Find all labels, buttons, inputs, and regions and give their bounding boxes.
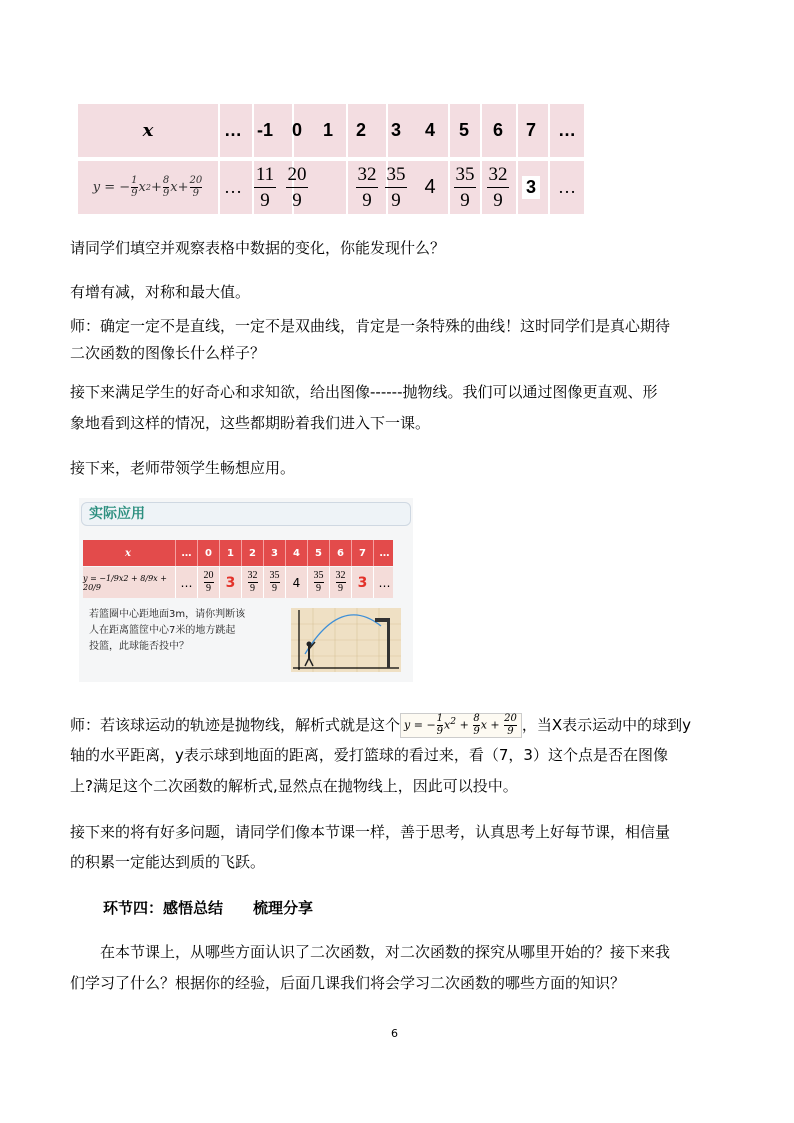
teacher-2-text-b: ，当X表示运动中的球到y: [521, 716, 692, 734]
application-question: [89, 607, 289, 655]
paragraph-question: 请同学们填空并观察表格中数据的变化，你能发现什么？: [70, 239, 446, 257]
x-value-cell: …: [558, 120, 576, 140]
y-value-cell: [310, 161, 346, 214]
formula-plus: +: [456, 718, 473, 732]
application-x-cell: …: [373, 540, 395, 566]
application-x-cell: 5: [307, 540, 329, 566]
y-value-cell: $\frac{11}{9}$: [255, 164, 275, 211]
application-y-cell: 20 9: [197, 567, 219, 598]
formula-den: 9: [473, 726, 480, 737]
y-value-cell: 4: [424, 176, 436, 198]
application-y-cell: 3: [219, 567, 241, 598]
y-value-cell: 3: [513, 161, 549, 214]
application-title: 实际应用: [89, 506, 145, 522]
x-value-cell: 2: [355, 120, 366, 140]
formula-frac: [473, 714, 479, 737]
x-value-cell: 0: [291, 120, 302, 140]
y-value-cell: $\frac{35}{9}$: [455, 164, 475, 211]
x-value-cell: 5: [458, 120, 469, 140]
paragraph-teacher-2b: 轴的水平距离，y表示球到地面的距离，爱打篮球的看过来，看（7，3）这个点是否在图像: [70, 746, 668, 764]
application-x-cell: 1: [219, 540, 241, 566]
application-x-header: x: [125, 547, 131, 559]
application-y-cell: …: [373, 567, 395, 598]
y-value-cell: $\frac{35}{9}$: [386, 164, 406, 211]
x-value-cell: 6: [492, 120, 503, 140]
formula-frac: 8 9: [162, 175, 170, 199]
application-y-cell: 32 9: [329, 567, 351, 598]
inline-formula: [400, 713, 522, 738]
paragraph-summary-a: 在本节课上，从哪些方面认识了二次函数，对二次函数的探究从哪里开始的？接下来我: [100, 943, 671, 961]
application-x-cell: 2: [241, 540, 263, 566]
y-value-cell: …: [558, 177, 576, 197]
formula-den: 9: [436, 726, 444, 737]
formula-num: 8: [473, 713, 480, 724]
paragraph-teacher-1b: 二次函数的图像长什么样子？: [70, 344, 266, 362]
paragraph-curiosity-b: 象地看到这样的情况，这些都期盼着我们进入下一课。: [70, 414, 431, 432]
paragraph-application-intro: 接下来，老师带领学生畅想应用。: [70, 459, 296, 477]
application-x-cell: 7: [351, 540, 373, 566]
application-y-cell: 3: [351, 567, 373, 598]
formula-frac: [437, 714, 443, 737]
paragraph-summary-b: 们学习了什么？根据你的经验，后面几课我们将会学习二次函数的哪些方面的知识？: [70, 974, 626, 992]
question-line: 人在距离篮筐中心7米的地方跳起: [89, 625, 236, 636]
application-x-cell: 0: [197, 540, 219, 566]
paragraph-teacher-1a: 师：确定一定不是直线，一定不是双曲线，肯定是一条特殊的曲线！这时同学们是真心期待: [70, 317, 671, 335]
paragraph-encourage-b: 的积累一定能达到质的飞跃。: [70, 853, 266, 871]
formula-num: 1: [436, 713, 444, 724]
x-value-cell: -1: [256, 120, 273, 140]
paragraph-teacher-2a: [70, 710, 730, 740]
application-figure: [79, 498, 413, 682]
page-number: 6: [391, 1027, 398, 1040]
paragraph-teacher-2c: 上?满足这个二次函数的解析式,显然点在抛物线上，因此可以投中。: [70, 777, 518, 795]
formula-plus: +: [486, 718, 504, 732]
teacher-2-text-a: 师：若该球运动的轨迹是抛物线，解析式就是这个: [70, 716, 401, 734]
formula-num: 20: [504, 713, 517, 724]
application-x-cell: 6: [329, 540, 351, 566]
paragraph-answer: 有增有减，对称和最大值。: [70, 283, 251, 301]
formula-frac: 1 9: [131, 175, 138, 199]
formula-den: 9: [507, 726, 514, 737]
formula-sup: 2: [450, 715, 457, 727]
section-heading: 环节四：感悟总结 梳理分享: [103, 899, 314, 917]
x-header: x: [142, 120, 154, 141]
formula-lhs: y = −: [404, 718, 436, 732]
x-value-cell: 4: [424, 120, 435, 140]
paragraph-curiosity-a: 接下来满足学生的好奇心和求知欲，给出图像------抛物线。我们可以通过图像更直观、形: [70, 383, 658, 401]
value-table: [78, 104, 584, 214]
question-line: 投篮，此球能否投中？: [89, 641, 189, 652]
application-y-cell: 35 9: [263, 567, 285, 598]
y-value-cell: $\frac{32}{9}$: [357, 164, 377, 211]
application-x-cell: 4: [285, 540, 307, 566]
y-value-cell: $\frac{20}{9}$: [287, 164, 307, 211]
y-value-cell: …: [224, 177, 242, 197]
question-line: 若篮圈中心距地面3m，请你判断该: [89, 609, 246, 620]
application-x-cell: …: [175, 540, 197, 566]
y-value-cell: $\frac{32}{9}$: [488, 164, 508, 211]
formula-x: x: [444, 718, 451, 732]
y-header-formula: y = − 1 9 x 2 + 8 9 x + 20 9: [92, 175, 203, 199]
application-y-header: y = −1/9x2 + 8/9x + 20/9: [83, 573, 167, 592]
formula-frac: 20 9: [189, 175, 203, 199]
application-x-cell: 3: [263, 540, 285, 566]
paragraph-encourage-a: 接下来的将有好多问题，请同学们像本节课一样，善于思考，认真思考上好每节课，相信量: [70, 823, 671, 841]
x-value-cell: 1: [322, 120, 333, 140]
application-y-cell: 4: [285, 567, 307, 598]
formula-frac: [504, 714, 517, 737]
x-value-cell: …: [224, 120, 242, 140]
x-value-cell: 7: [525, 120, 536, 140]
x-value-cell: 3: [390, 120, 401, 140]
application-y-cell: 32 9: [241, 567, 263, 598]
application-y-cell: 35 9: [307, 567, 329, 598]
application-y-cell: …: [175, 567, 197, 598]
application-table: [83, 540, 393, 598]
formula-x: x: [480, 718, 487, 732]
basketball-illustration: [291, 608, 401, 672]
